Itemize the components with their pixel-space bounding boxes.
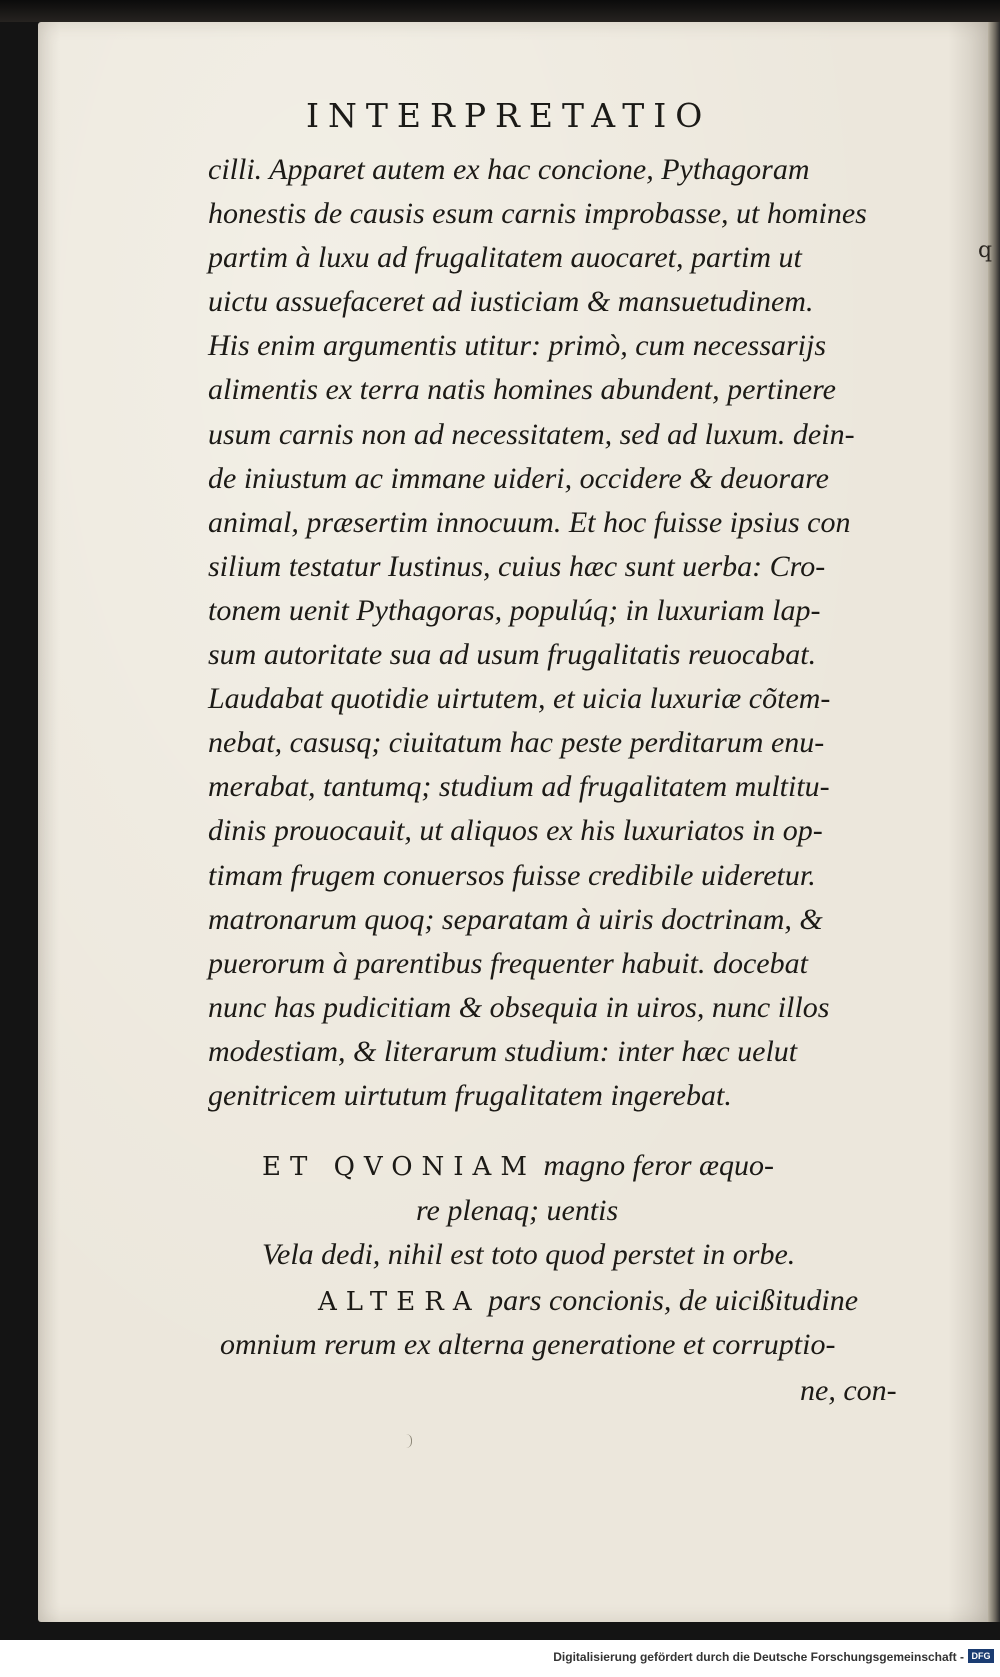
closing-line-1-text: pars concionis, de uicißitudine xyxy=(488,1284,859,1317)
text-line: nebat, casusq; ciuitatum hac peste perditarum enu- xyxy=(208,726,825,760)
text-line: animal, præsertim innocuum. Et hoc fuisse ipsius con xyxy=(208,505,851,539)
closing-line-1 xyxy=(318,1279,858,1324)
text-line: His enim argumentis utitur: primò, cum necessarijs xyxy=(208,329,827,363)
text-line: partim à luxu ad frugalitatem auocaret, partim ut xyxy=(208,241,802,275)
text-line: matronarum quoq; separatam à uiris doctrinam, & xyxy=(208,902,823,936)
body-text-block xyxy=(208,148,908,1118)
verse-line-1-text: magno feror æquo- xyxy=(543,1149,775,1182)
text-line: nunc has pudicitiam & obsequia in uiros, nunc illos xyxy=(208,990,830,1024)
text-line: uictu assuefaceret ad iusticiam & mansuetudinem. xyxy=(208,285,814,319)
margin-bleed-glyph: q xyxy=(978,238,993,263)
text-line: puerorum à parentibus frequenter habuit. docebat xyxy=(208,946,808,980)
text-line: merabat, tantumq; studium ad frugalitatem multitu- xyxy=(208,770,830,804)
closing-line-3: ne, con- xyxy=(800,1374,897,1407)
text-line: silium testatur Iustinus, cuius hæc sunt uerba: Cro- xyxy=(208,549,826,583)
text-line: cilli. Apparet autem ex hac concione, Pythagoram xyxy=(208,153,810,186)
text-line: de iniustum ac immane uideri, occidere & deuorare xyxy=(208,461,829,495)
verse-line-2: re plenaq; uentis xyxy=(416,1194,619,1227)
text-line: alimentis ex terra natis homines abundent, pertinere xyxy=(208,373,836,407)
text-line: Laudabat quotidie uirtutem, et uicia luxuriæ cõtem- xyxy=(208,682,831,716)
scan-top-edge xyxy=(0,0,1000,22)
text-line: dinis prouocauit, ut aliquos ex his luxuriatos in op- xyxy=(208,814,823,848)
verse-lemma-caps: ET QVONIAM xyxy=(262,1152,536,1182)
text-line: genitricem uirtutum frugalitatem ingerebat. xyxy=(208,1078,732,1112)
verse-line-1 xyxy=(262,1144,774,1189)
closing-line-2: omnium rerum ex alterna generatione et corruptio- xyxy=(220,1328,836,1361)
closing-lemma-caps: ALTERA xyxy=(318,1287,481,1317)
text-line: modestiam, & literarum studium: inter hæc uelut xyxy=(208,1034,798,1068)
text-line: honestis de causis esum carnis improbasse, ut homines xyxy=(208,197,867,231)
text-line: usum carnis non ad necessitatem, sed ad luxum. dein- xyxy=(208,417,855,451)
text-line: timam frugem conuersos fuisse credibile uideretur. xyxy=(208,858,816,892)
running-header: INTERPRETATIO xyxy=(306,96,712,135)
funding-credit: Digitalisierung gefördert durch die Deutsche Forschungsgemeinschaft - xyxy=(553,1650,964,1664)
dfg-logo-icon: DFG xyxy=(968,1649,994,1663)
text-line: sum autoritate sua ad usum frugalitatis reuocabat. xyxy=(208,638,817,672)
verse-line-3: Vela dedi, nihil est toto quod perstet in orbe. xyxy=(262,1238,796,1271)
text-line: tonem uenit Pythagoras, populúq; in luxuriam lap- xyxy=(208,593,821,627)
